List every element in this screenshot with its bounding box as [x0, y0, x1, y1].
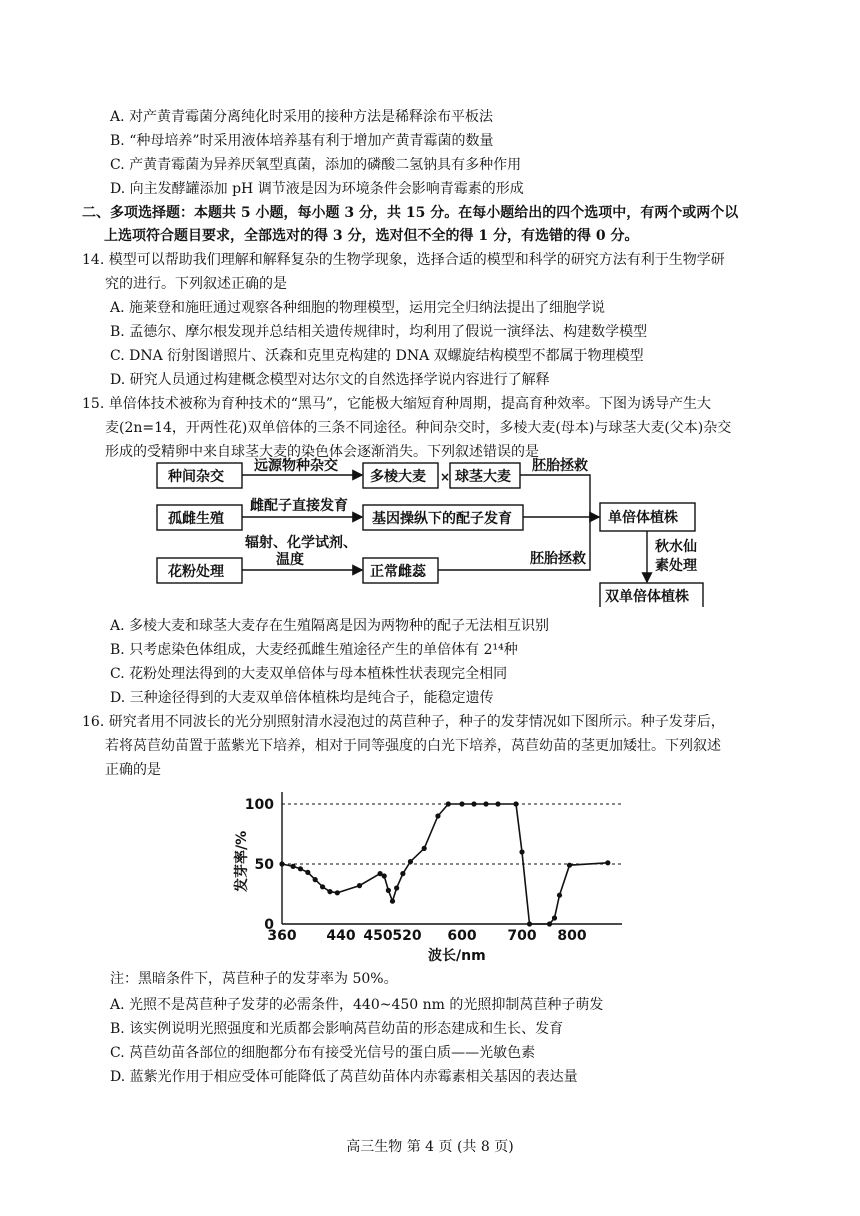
q13-option-b: B. “种母培养”时采用液体培养基有利于增加产黄青霉菌的数量	[110, 133, 494, 149]
data-point	[483, 801, 488, 806]
data-point	[547, 921, 552, 926]
data-point	[382, 873, 387, 878]
y-tick-label: 100	[244, 797, 274, 813]
data-point	[527, 921, 532, 926]
box-gyno-label: 孤雌生殖	[168, 511, 224, 527]
data-point	[495, 801, 500, 806]
q13-option-c: C. 产黄青霉菌为异养厌氧型真菌，添加的磷酸二氢钠具有多种作用	[110, 157, 522, 173]
label-female: 雌配子直接发育	[250, 498, 348, 514]
q14-option-a: A. 施莱登和施旺通过观察各种细胞的物理模型，运用完全归纳法提出了细胞学说	[110, 300, 606, 316]
box-multirow-label: 多棱大麦	[370, 469, 426, 485]
data-point	[290, 864, 295, 869]
y-tick-label: 0	[264, 917, 274, 933]
box-hybrid-label: 种间杂交	[168, 469, 224, 485]
data-point	[313, 877, 318, 882]
section-2-heading: 二、多项选择题：本题共 5 小题，每小题 3 分，共 15 分。在每小题给出的四个选项中，有两个或两个以	[82, 205, 739, 221]
q15-option-b: B. 只考虑染色体组成，大麦经孤雌生殖途径产生的单倍体有 2¹⁴种	[110, 642, 518, 658]
cross-symbol: ×	[440, 470, 451, 484]
q16-option-d: D. 蓝紫光作用于相应受体可能降低了莴苣幼苗体内赤霉素相关基因的表达量	[110, 1069, 578, 1085]
q15-stem-cont: 麦(2n=14，开两性花)双单倍体的三条不同途径。种间杂交时，多棱大麦(母本)与球茎大麦(父本)杂交	[105, 420, 732, 436]
q16-option-b: B. 该实例说明光照强度和光质都会影响莴苣幼苗的形态建成和生长、发育	[110, 1021, 564, 1037]
y-axis-label: 发芽率/%	[234, 830, 250, 892]
x-tick-label: 700	[507, 928, 537, 944]
q16-note: 注：黑暗条件下，莴苣种子的发芽率为 50%。	[110, 971, 398, 987]
label-colch-1: 秋水仙	[655, 539, 697, 555]
label-rescue-1: 胚胎拯救	[532, 458, 588, 474]
data-point	[422, 846, 427, 851]
x-tick-label: 360	[267, 928, 297, 944]
box-normal-label: 正常雌蕊	[370, 564, 426, 580]
q14-option-b: B. 孟德尔、摩尔根发现并总结相关遗传规律时，均利用了假说一演绎法、构建数学模型	[110, 324, 648, 340]
q14-option-d: D. 研究人员通过构建概念模型对达尔文的自然选择学说内容进行了解释	[110, 372, 550, 388]
q16-stem: 16. 研究者用不同波长的光分别照射清水浸泡过的莴苣种子，种子的发芽情况如下图所示。种子发芽后，	[82, 714, 725, 730]
q14-stem: 14. 模型可以帮助我们理解和解释复杂的生物学现象，选择合适的模型和科学的研究方法有利于生物学研	[82, 252, 725, 268]
q15-stem-cont2: 形成的受精卵中来自球茎大麦的染色体会逐渐消失。下列叙述错误的是	[105, 444, 539, 460]
q14-stem-cont: 究的进行。下列叙述正确的是	[105, 276, 287, 292]
x-tick-label: 800	[557, 928, 587, 944]
germination-rate-chart	[0, 780, 860, 970]
data-point	[519, 849, 524, 854]
data-point	[279, 861, 284, 866]
q13-option-d: D. 向主发酵罐添加 pH 调节液是因为环境条件会影响青霉素的形成	[110, 181, 524, 197]
data-point	[357, 883, 362, 888]
box-gene-label: 基因操纵下的配子发育	[372, 511, 512, 527]
q16-option-c: C. 莴苣幼苗各部位的细胞都分布有接受光信号的蛋白质——光敏色素	[110, 1045, 536, 1061]
data-point	[327, 889, 332, 894]
data-point	[435, 813, 440, 818]
data-point	[557, 893, 562, 898]
q13-option-a: A. 对产黄青霉菌分离纯化时采用的接种方法是稀释涂布平板法	[110, 109, 494, 125]
data-point	[298, 866, 303, 871]
label-radiation-1: 辐射、化学试剂、	[245, 535, 357, 551]
y-tick-label: 50	[254, 857, 274, 873]
data-point	[394, 885, 399, 890]
data-point	[386, 888, 391, 893]
data-point	[305, 870, 310, 875]
label-distant: 远源物种杂交	[254, 458, 338, 474]
box-bulbosum-label: 球茎大麦	[455, 469, 511, 485]
data-point	[459, 801, 464, 806]
q15-option-d: D. 三种途径得到的大麦双单倍体植株均是纯合子，能稳定遗传	[110, 690, 494, 706]
q14-option-c: C. DNA 衍射图谱照片、沃森和克里克构建的 DNA 双螺旋结构模型不都属于物理模型	[110, 348, 644, 364]
section-2-heading-cont: 上选项符合题目要求，全部选对的得 3 分，选对但不全的得 1 分，有选错的得 0 分。	[104, 228, 639, 244]
q16-stem-cont: 若将莴苣幼苗置于蓝紫光下培养，相对于同等强度的白光下培养，莴苣幼苗的茎更加矮壮。下列叙述	[105, 738, 721, 754]
label-rescue-2: 胚胎拯救	[530, 551, 586, 567]
q15-option-a: A. 多棱大麦和球茎大麦存在生殖隔离是因为两物种的配子无法相互识别	[110, 618, 550, 634]
label-colch-2: 素处理	[655, 558, 697, 574]
data-point	[408, 859, 413, 864]
x-tick-label: 450	[363, 928, 393, 944]
q16-option-a: A. 光照不是莴苣种子发芽的必需条件，440~450 nm 的光照抑制莴苣种子萌发	[110, 997, 604, 1013]
data-point	[471, 801, 476, 806]
label-radiation-2: 温度	[276, 552, 304, 568]
box-haploid-label: 单倍体植株	[608, 510, 678, 526]
data-point	[605, 860, 610, 865]
box-double-label: 双单倍体植株	[605, 589, 689, 605]
x-tick-label: 440	[326, 928, 356, 944]
x-tick-label: 520	[392, 928, 422, 944]
x-axis-label: 波长/nm	[428, 948, 486, 964]
data-point	[400, 871, 405, 876]
data-point	[335, 890, 340, 895]
haploid-pathway-diagram	[0, 457, 860, 607]
data-point	[567, 863, 572, 868]
x-tick-label: 600	[447, 928, 477, 944]
data-point	[390, 899, 395, 904]
q16-stem-cont2: 正确的是	[105, 762, 161, 778]
page-footer: 高三生物 第 4 页 (共 8 页)	[346, 1139, 514, 1155]
data-point	[513, 801, 518, 806]
q15-option-c: C. 花粉处理法得到的大麦双单倍体与母本植株性状表现完全相同	[110, 666, 508, 682]
box-pollen-label: 花粉处理	[168, 564, 224, 580]
data-point	[446, 801, 451, 806]
data-point	[320, 884, 325, 889]
q15-stem: 15. 单倍体技术被称为育种技术的“黑马”，它能极大缩短育种周期，提高育种效率。下图为诱导产生大	[82, 396, 712, 412]
data-point	[552, 915, 557, 920]
